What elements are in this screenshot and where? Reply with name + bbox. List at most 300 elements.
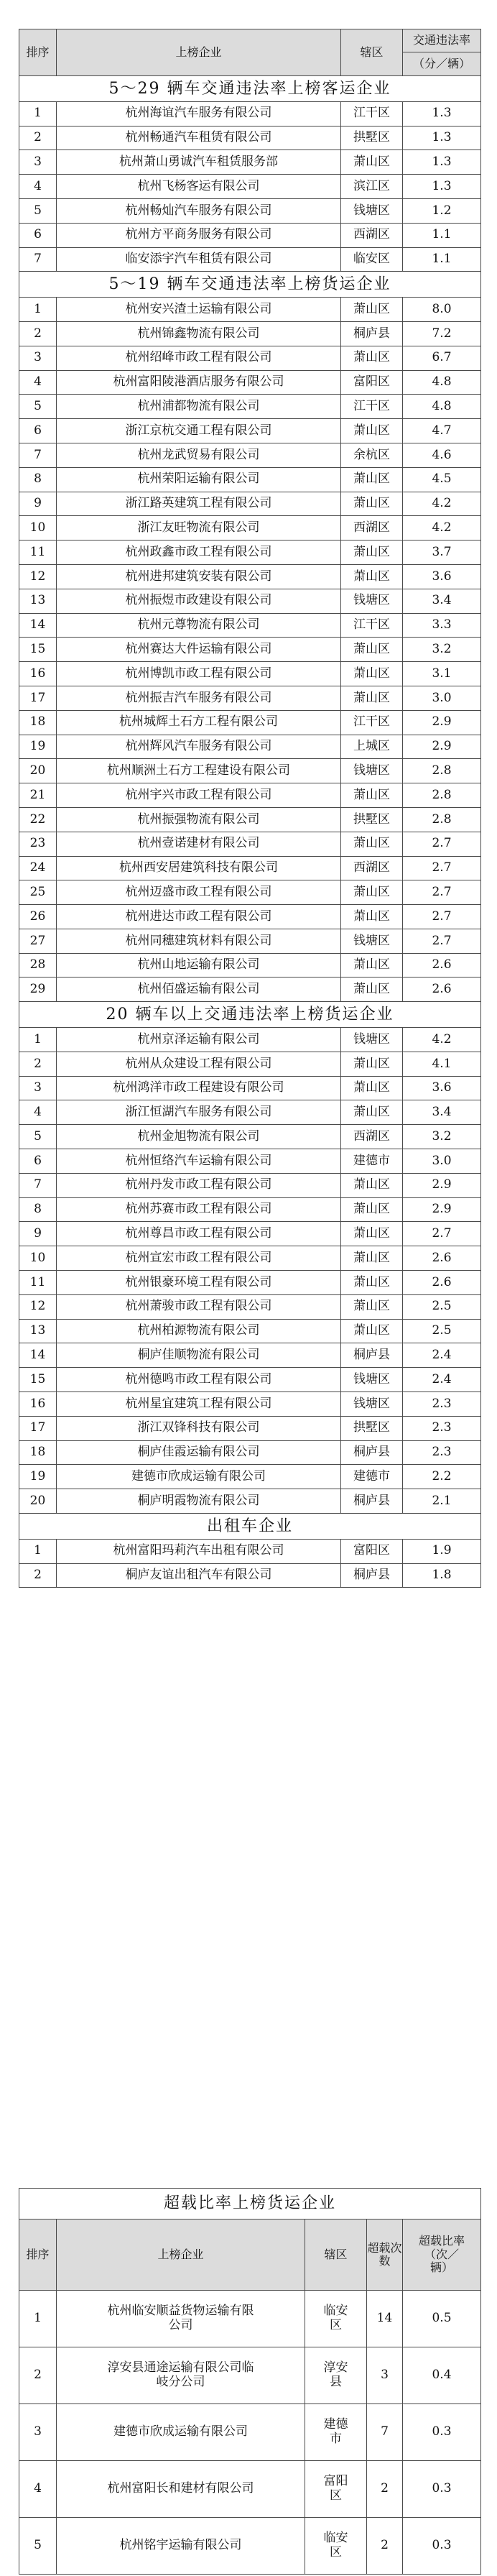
section-title-cell: 5～19 辆车交通违法率上榜货运企业 [19, 272, 481, 298]
table-row [19, 2347, 481, 2404]
district-cell: 萧山区 [341, 346, 403, 370]
rate-cell: 2.9 [403, 735, 481, 759]
rate-cell: 3.2 [403, 638, 481, 662]
district-line1: 淳安 [323, 2360, 348, 2375]
company-cell: 杭州鸿洋市政工程建设有限公司 [57, 1076, 341, 1100]
company-cell: 杭州银豪环境工程有限公司 [57, 1271, 341, 1295]
company-cell: 杭州恒络汽车运输有限公司 [57, 1149, 341, 1174]
overload-count-cell: 3 [367, 2347, 403, 2404]
rate-cell: 3.2 [403, 1125, 481, 1149]
rate-cell: 2.9 [403, 710, 481, 735]
company-cell: 杭州进邦建筑安装有限公司 [57, 564, 341, 589]
district-cell: 建德市 [341, 1465, 403, 1489]
district-line1: 富阳 [323, 2474, 348, 2489]
company-cell: 杭州德鸣市政工程有限公司 [57, 1368, 341, 1392]
district-line2: 县 [330, 2375, 342, 2389]
section-title-row [19, 1514, 481, 1540]
company-cell: 杭州绍峰市政工程有限公司 [57, 346, 341, 370]
rate-cell: 4.5 [403, 467, 481, 492]
district-cell: 萧山区 [341, 1319, 403, 1343]
table-row [19, 1319, 481, 1343]
rate-cell: 2.3 [403, 1392, 481, 1417]
district-cell: 萧山区 [341, 783, 403, 808]
rate-cell: 2.5 [403, 1319, 481, 1343]
rate-cell: 3.1 [403, 662, 481, 686]
district-cell: 西湖区 [341, 223, 403, 247]
company-cell: 杭州顺洲土石方工程建设有限公司 [57, 759, 341, 783]
company-cell: 杭州星宜建筑工程有限公司 [57, 1392, 341, 1417]
company-cell: 浙江京杭交通工程有限公司 [57, 419, 341, 443]
district-cell: 萧山区 [341, 564, 403, 589]
company-cell: 杭州富阳陵港酒店服务有限公司 [57, 370, 341, 395]
rate-cell: 6.7 [403, 346, 481, 370]
rank-cell: 6 [19, 223, 57, 247]
district-cell: 钱塘区 [341, 198, 403, 223]
company-cell: 杭州苏赛市政工程有限公司 [57, 1197, 341, 1222]
district-cell: 萧山区 [341, 1173, 403, 1197]
rank-cell: 2 [19, 321, 57, 346]
company-cell: 杭州佰盛运输有限公司 [57, 978, 341, 1002]
company-cell: 桐庐佳顺物流有限公司 [57, 1343, 341, 1368]
table-row [19, 1416, 481, 1440]
district-cell: 萧山区 [341, 492, 403, 516]
table-row [19, 613, 481, 638]
rate-cell: 2.3 [403, 1416, 481, 1440]
overload-count-cell: 7 [367, 2404, 403, 2461]
table-row [19, 1076, 481, 1100]
rate-cell: 7.2 [403, 321, 481, 346]
rank-cell: 21 [19, 783, 57, 808]
company-cell: 浙江恒湖汽车服务有限公司 [57, 1100, 341, 1125]
table-row [19, 1246, 481, 1271]
company-line2: 公司 [168, 2318, 193, 2332]
company-cell: 杭州丹发市政工程有限公司 [57, 1173, 341, 1197]
company-cell: 杭州萧山勇诚汽车租赁服务部 [57, 150, 341, 175]
company-cell: 杭州浦都物流有限公司 [57, 395, 341, 419]
rank-cell: 7 [19, 1173, 57, 1197]
district-line2: 区 [330, 2545, 342, 2559]
district-cell [305, 2347, 367, 2404]
company-cell: 杭州博凯市政工程有限公司 [57, 662, 341, 686]
table-row [19, 516, 481, 540]
rank-cell: 6 [19, 1149, 57, 1174]
overload-count-cell: 14 [367, 2291, 403, 2347]
rate-cell: 4.7 [403, 419, 481, 443]
rank-cell: 16 [19, 1392, 57, 1417]
district-cell: 萧山区 [341, 1294, 403, 1319]
rate-cell: 4.6 [403, 443, 481, 467]
rate-cell: 2.6 [403, 1246, 481, 1271]
district-cell: 建德市 [341, 1149, 403, 1174]
district-cell: 萧山区 [341, 905, 403, 929]
table-row [19, 1052, 481, 1076]
company-cell: 杭州从众建设工程有限公司 [57, 1052, 341, 1076]
table-row [19, 101, 481, 126]
company-cell: 浙江路英建筑工程有限公司 [57, 492, 341, 516]
overload-ratio-cell: 0.3 [403, 2518, 481, 2575]
header-ratio-line3: 辆） [429, 2260, 453, 2275]
rate-cell: 1.3 [403, 126, 481, 150]
table-row [19, 2404, 481, 2461]
district-cell: 上城区 [341, 735, 403, 759]
rank-cell: 14 [19, 1343, 57, 1368]
district-cell [305, 2518, 367, 2575]
rate-cell: 1.3 [403, 150, 481, 175]
company-cell: 杭州畅灿汽车服务有限公司 [57, 198, 341, 223]
rank-cell: 19 [19, 1465, 57, 1489]
rank-cell: 13 [19, 589, 57, 613]
rank-cell: 18 [19, 1440, 57, 1465]
district-cell: 拱墅区 [341, 807, 403, 832]
district-cell: 江干区 [341, 395, 403, 419]
district-cell: 萧山区 [341, 1246, 403, 1271]
company-cell: 杭州壹诺建材有限公司 [57, 832, 341, 856]
rate-cell: 2.7 [403, 856, 481, 880]
rank-cell: 4 [19, 2461, 57, 2518]
table-header-row [19, 29, 481, 52]
rate-cell: 1.1 [403, 223, 481, 247]
header-ratio-cell [403, 2220, 481, 2291]
district-cell: 钱塘区 [341, 1392, 403, 1417]
district-cell: 萧山区 [341, 1100, 403, 1125]
table-row [19, 1343, 481, 1368]
company-cell: 浙江双锋科技有限公司 [57, 1416, 341, 1440]
table-row [19, 1125, 481, 1149]
rank-cell: 4 [19, 370, 57, 395]
district-cell: 西湖区 [341, 856, 403, 880]
company-cell: 杭州京泽运输有限公司 [57, 1028, 341, 1052]
rate-cell: 2.3 [403, 1440, 481, 1465]
district-cell: 萧山区 [341, 978, 403, 1002]
company-cell: 杭州宇兴市政工程有限公司 [57, 783, 341, 808]
rank-cell: 26 [19, 905, 57, 929]
rank-cell: 11 [19, 540, 57, 565]
header-district-cell: 辖区 [305, 2220, 367, 2291]
district-cell: 滨江区 [341, 175, 403, 199]
company-cell: 杭州尊昌市政工程有限公司 [57, 1222, 341, 1246]
company-cell: 桐庐佳霞运输有限公司 [57, 1440, 341, 1465]
rank-cell: 1 [19, 298, 57, 322]
table-row [19, 395, 481, 419]
rate-cell: 3.6 [403, 564, 481, 589]
rate-cell: 2.8 [403, 807, 481, 832]
rate-cell: 2.2 [403, 1465, 481, 1489]
table-row [19, 1100, 481, 1125]
table-row [19, 710, 481, 735]
rank-cell: 16 [19, 662, 57, 686]
table-row [19, 1028, 481, 1052]
table-row [19, 978, 481, 1002]
district-cell: 桐庐县 [341, 1440, 403, 1465]
rate-cell: 1.9 [403, 1539, 481, 1563]
company-cell: 杭州安兴渣土运输有限公司 [57, 298, 341, 322]
company-cell: 杭州振吉汽车服务有限公司 [57, 686, 341, 710]
rate-cell: 1.3 [403, 175, 481, 199]
company-line1: 杭州铭宇运输有限公司 [119, 2538, 242, 2553]
rank-cell: 14 [19, 613, 57, 638]
table-row [19, 953, 481, 978]
district-cell: 江干区 [341, 710, 403, 735]
rate-cell: 1.3 [403, 101, 481, 126]
table-row [19, 321, 481, 346]
violation-rate-table [19, 29, 481, 1588]
company-cell: 桐庐友谊出租汽车有限公司 [57, 1563, 341, 1588]
company-cell: 杭州荣阳运输有限公司 [57, 467, 341, 492]
rank-cell: 8 [19, 467, 57, 492]
company-cell: 杭州振煜市政建设有限公司 [57, 589, 341, 613]
district-cell: 萧山区 [341, 1197, 403, 1222]
district-line1: 建德 [323, 2417, 348, 2432]
district-cell: 萧山区 [341, 686, 403, 710]
company-cell: 杭州赛达大件运输有限公司 [57, 638, 341, 662]
company-cell: 杭州龙武贸易有限公司 [57, 443, 341, 467]
rank-cell: 5 [19, 395, 57, 419]
rank-cell: 7 [19, 247, 57, 272]
rank-cell: 15 [19, 638, 57, 662]
table-row [19, 298, 481, 322]
header-ratio-line1: 超载比率 [418, 2234, 465, 2248]
section-title-cell: 出租车企业 [19, 1514, 481, 1540]
district-cell: 钱塘区 [341, 1028, 403, 1052]
district-cell: 萧山区 [341, 540, 403, 565]
table2-header-row [19, 2220, 481, 2291]
rank-cell: 6 [19, 419, 57, 443]
company-cell: 杭州宣宏市政工程有限公司 [57, 1246, 341, 1271]
header-company-cell: 上榜企业 [57, 29, 341, 76]
table-row [19, 2518, 481, 2575]
table-row [19, 1271, 481, 1295]
rank-cell: 25 [19, 880, 57, 905]
table-row [19, 443, 481, 467]
rate-cell: 3.4 [403, 1100, 481, 1125]
district-cell: 萧山区 [341, 832, 403, 856]
table-row [19, 905, 481, 929]
table-row [19, 1539, 481, 1563]
rate-cell: 2.7 [403, 929, 481, 953]
header-company-cell: 上榜企业 [57, 2220, 305, 2291]
rate-cell: 1.2 [403, 198, 481, 223]
table-row [19, 492, 481, 516]
rank-cell: 10 [19, 1246, 57, 1271]
table-row [19, 346, 481, 370]
district-cell: 西湖区 [341, 516, 403, 540]
rank-cell: 20 [19, 1489, 57, 1514]
table-row [19, 1392, 481, 1417]
table-row [19, 1173, 481, 1197]
table-row [19, 223, 481, 247]
header-ratio-line2: （次／ [424, 2247, 459, 2261]
rate-cell: 2.6 [403, 978, 481, 1002]
rank-cell: 3 [19, 346, 57, 370]
rate-cell: 2.9 [403, 1197, 481, 1222]
district-cell: 桐庐县 [341, 1489, 403, 1514]
table-row [19, 419, 481, 443]
table-row [19, 1489, 481, 1514]
company-cell: 杭州山地运输有限公司 [57, 953, 341, 978]
district-cell: 萧山区 [341, 638, 403, 662]
rank-cell: 29 [19, 978, 57, 1002]
rank-cell: 19 [19, 735, 57, 759]
district-cell: 钱塘区 [341, 929, 403, 953]
company-cell: 杭州飞杨客运有限公司 [57, 175, 341, 199]
district-cell: 拱墅区 [341, 126, 403, 150]
district-cell: 拱墅区 [341, 1416, 403, 1440]
overload-ratio-cell: 0.4 [403, 2347, 481, 2404]
table-row [19, 783, 481, 808]
rank-cell: 4 [19, 1100, 57, 1125]
rate-cell: 2.7 [403, 880, 481, 905]
company-cell: 杭州畅通汽车租赁有限公司 [57, 126, 341, 150]
rate-cell: 2.9 [403, 1173, 481, 1197]
rank-cell: 9 [19, 1222, 57, 1246]
rank-cell: 18 [19, 710, 57, 735]
district-cell [305, 2291, 367, 2347]
rate-cell: 4.1 [403, 1052, 481, 1076]
table-row [19, 735, 481, 759]
district-cell: 富阳区 [341, 370, 403, 395]
company-cell: 杭州锦鑫物流有限公司 [57, 321, 341, 346]
company-line1: 杭州富阳长和建材有限公司 [107, 2481, 254, 2496]
section-title-cell: 20 辆车以上交通违法率上榜货运企业 [19, 1002, 481, 1028]
district-cell: 江干区 [341, 613, 403, 638]
rank-cell: 8 [19, 1197, 57, 1222]
district-cell [305, 2404, 367, 2461]
rank-cell: 23 [19, 832, 57, 856]
rank-cell: 2 [19, 2347, 57, 2404]
district-cell: 萧山区 [341, 662, 403, 686]
rate-cell: 3.4 [403, 589, 481, 613]
company-cell [57, 2461, 305, 2518]
rate-cell: 3.6 [403, 1076, 481, 1100]
rank-cell: 12 [19, 1294, 57, 1319]
section-title-cell: 5～29 辆车交通违法率上榜客运企业 [19, 76, 481, 102]
rate-cell: 2.7 [403, 832, 481, 856]
company-cell: 杭州辉风汽车服务有限公司 [57, 735, 341, 759]
table-row [19, 247, 481, 272]
table-row [19, 1197, 481, 1222]
company-cell: 桐庐明霞物流有限公司 [57, 1489, 341, 1514]
header-count-line2: 数 [378, 2254, 391, 2268]
header-rate-line1-cell: 交通违法率 [403, 29, 481, 52]
header-rank-cell: 排序 [19, 2220, 57, 2291]
district-cell: 钱塘区 [341, 589, 403, 613]
district-cell: 钱塘区 [341, 1368, 403, 1392]
company-cell: 杭州元尊物流有限公司 [57, 613, 341, 638]
company-cell: 杭州振强物流有限公司 [57, 807, 341, 832]
district-line2: 市 [330, 2432, 342, 2446]
table-row [19, 589, 481, 613]
overload-count-cell: 2 [367, 2461, 403, 2518]
table-row [19, 175, 481, 199]
rate-cell: 4.8 [403, 395, 481, 419]
table-row [19, 198, 481, 223]
rank-cell: 17 [19, 686, 57, 710]
table2-title-row [19, 2189, 481, 2220]
district-line2: 区 [330, 2318, 342, 2332]
table-row [19, 880, 481, 905]
rate-cell: 3.3 [403, 613, 481, 638]
district-cell: 萧山区 [341, 467, 403, 492]
rank-cell: 2 [19, 126, 57, 150]
table-row [19, 662, 481, 686]
section-title-row [19, 76, 481, 102]
rank-cell: 1 [19, 2291, 57, 2347]
rank-cell: 5 [19, 2518, 57, 2575]
rate-cell: 2.6 [403, 1271, 481, 1295]
table-gap [0, 2164, 497, 2188]
rank-cell: 5 [19, 1125, 57, 1149]
company-cell: 临安添宇汽车租赁有限公司 [57, 247, 341, 272]
table-row [19, 467, 481, 492]
district-cell: 江干区 [341, 101, 403, 126]
company-cell: 杭州富阳玛莉汽车出租有限公司 [57, 1539, 341, 1563]
table-row [19, 856, 481, 880]
table-row [19, 929, 481, 953]
rank-cell: 1 [19, 101, 57, 126]
district-cell: 桐庐县 [341, 321, 403, 346]
district-line1: 临安 [323, 2304, 348, 2319]
district-cell: 西湖区 [341, 1125, 403, 1149]
header-district-cell: 辖区 [341, 29, 403, 76]
table-row [19, 2461, 481, 2518]
company-cell: 杭州进达市政工程有限公司 [57, 905, 341, 929]
district-cell [305, 2461, 367, 2518]
header-count-line1: 超载次 [367, 2240, 402, 2255]
rate-cell: 2.4 [403, 1343, 481, 1368]
rank-cell: 11 [19, 1271, 57, 1295]
district-cell: 萧山区 [341, 1271, 403, 1295]
rank-cell: 3 [19, 1076, 57, 1100]
district-cell: 萧山区 [341, 419, 403, 443]
rank-cell: 5 [19, 198, 57, 223]
company-line2: 岐分公司 [156, 2375, 205, 2389]
company-cell: 杭州方平商务服务有限公司 [57, 223, 341, 247]
company-cell: 杭州海谊汽车服务有限公司 [57, 101, 341, 126]
rank-cell: 15 [19, 1368, 57, 1392]
rate-cell: 3.0 [403, 686, 481, 710]
company-cell: 杭州西安居建筑科技有限公司 [57, 856, 341, 880]
district-cell: 余杭区 [341, 443, 403, 467]
district-cell: 萧山区 [341, 298, 403, 322]
table-row [19, 1222, 481, 1246]
district-cell: 萧山区 [341, 1222, 403, 1246]
table-row [19, 1440, 481, 1465]
rank-cell: 4 [19, 175, 57, 199]
overload-ratio-cell: 0.3 [403, 2461, 481, 2518]
rate-cell: 3.7 [403, 540, 481, 565]
overload-ratio-cell: 0.3 [403, 2404, 481, 2461]
rank-cell: 24 [19, 856, 57, 880]
company-cell [57, 2404, 305, 2461]
table-row [19, 759, 481, 783]
rank-cell: 7 [19, 443, 57, 467]
table-row [19, 638, 481, 662]
company-cell [57, 2347, 305, 2404]
company-line1: 淳安县通途运输有限公司临 [107, 2360, 254, 2375]
rate-cell: 2.6 [403, 953, 481, 978]
rank-cell: 27 [19, 929, 57, 953]
district-cell: 萧山区 [341, 953, 403, 978]
company-cell: 建德市欣成运输有限公司 [57, 1465, 341, 1489]
overload-count-cell: 2 [367, 2518, 403, 2575]
table-row [19, 807, 481, 832]
company-cell: 杭州同穗建筑材料有限公司 [57, 929, 341, 953]
rate-cell: 2.1 [403, 1489, 481, 1514]
company-cell: 杭州柏源物流有限公司 [57, 1319, 341, 1343]
company-cell [57, 2291, 305, 2347]
district-cell: 富阳区 [341, 1539, 403, 1563]
section-title-row [19, 272, 481, 298]
